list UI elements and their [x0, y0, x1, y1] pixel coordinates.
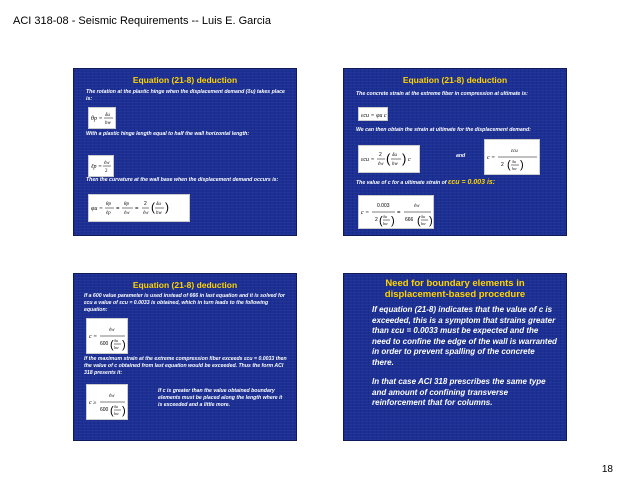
svg-text:c: c — [408, 157, 411, 163]
svg-text:): ) — [122, 339, 126, 351]
svg-text:600: 600 — [100, 407, 109, 413]
slide-equation-deduction-2 — [343, 68, 567, 236]
svg-text:2: 2 — [375, 217, 378, 223]
equation-image — [88, 107, 116, 129]
svg-text:ℓw: ℓw — [378, 162, 384, 167]
equation-image — [88, 155, 114, 177]
svg-text:δu: δu — [114, 404, 118, 409]
svg-text:ℓp =: ℓp = — [91, 164, 103, 170]
svg-text:δu: δu — [156, 202, 161, 207]
svg-text:δu: δu — [512, 159, 516, 164]
svg-text:): ) — [391, 215, 395, 227]
svg-text:ℓw: ℓw — [124, 211, 130, 216]
svg-text:ℓw: ℓw — [143, 211, 149, 216]
svg-text:2: 2 — [144, 201, 147, 207]
slide-text-2: We can then obtain the strain at ultimate for the displacement demand: — [356, 127, 531, 133]
slide-text-1: The concrete strain at the extreme fiber in compression at ultimate is: — [356, 91, 528, 97]
slide-text-1: If a 600 value parameter is used instead of 666 in last equation and it is solved for εcu a value of εcu = 0.0033 is obtained, which in turn leads to the following equation: — [84, 293, 285, 313]
svg-text:ℓw: ℓw — [109, 394, 115, 399]
svg-text:(: ( — [386, 151, 391, 166]
slide-text-1: If equation (21-8) indicates that the value of c is exceeded, this is a symptom that strains greater than εcu = 0.0033 must be expected and the need to confine the edge of the wall is warranted in order to prevent spalling of the concrete there. — [372, 305, 557, 367]
equation-image — [358, 145, 420, 173]
svg-text:c ≥: c ≥ — [89, 400, 97, 406]
page-number: 18 — [601, 464, 613, 475]
slide-title: Need for boundary elements in displacement-based procedure — [384, 278, 526, 300]
slide-boundary-elements — [343, 273, 567, 441]
svg-text:(: ( — [507, 159, 511, 171]
svg-text:c =: c = — [361, 210, 370, 216]
svg-text:θp: θp — [124, 202, 129, 207]
svg-text:600: 600 — [100, 341, 109, 347]
svg-text:δu: δu — [421, 214, 425, 219]
svg-text:=: = — [135, 206, 139, 212]
slide-title: Equation (21-8) deduction — [132, 75, 238, 85]
svg-text:): ) — [520, 159, 524, 171]
svg-text:(: ( — [110, 339, 114, 351]
svg-text:c =: c = — [89, 334, 98, 340]
svg-text:c =: c = — [487, 155, 496, 161]
equation-image — [86, 384, 128, 420]
svg-text:εcu: εcu — [511, 149, 518, 154]
svg-text:θp: θp — [106, 202, 111, 207]
svg-text:ℓw: ℓw — [414, 204, 420, 209]
svg-text:hw: hw — [512, 166, 517, 171]
slide-equation-deduction-1 — [73, 68, 297, 236]
svg-text:ℓw: ℓw — [109, 328, 115, 333]
svg-text:θp =: θp = — [91, 116, 103, 122]
svg-text:2: 2 — [501, 162, 504, 168]
svg-text:hw: hw — [421, 221, 426, 226]
svg-text:2: 2 — [105, 169, 108, 174]
svg-text:(: ( — [417, 215, 421, 227]
svg-text:hw: hw — [105, 121, 111, 126]
equation-image — [484, 139, 540, 175]
slide-title: Equation (21-8) deduction — [132, 280, 238, 290]
svg-text:=: = — [397, 210, 401, 216]
svg-text:0.003: 0.003 — [377, 203, 390, 209]
svg-text:ℓp: ℓp — [106, 211, 111, 216]
svg-text:εcu = φu c: εcu = φu c — [361, 113, 387, 119]
equation-image — [358, 107, 388, 121]
svg-text:hw: hw — [156, 211, 162, 216]
slide-text-2: If the maximum strain at the extreme compression fiber exceeds εcu = 0.0033 then the value of c obtained from last equation would be exceeded. Thus the form ACI 318 presents it: — [84, 356, 287, 376]
svg-text:): ) — [122, 405, 126, 417]
svg-text:): ) — [402, 151, 407, 166]
svg-text:(: ( — [110, 405, 114, 417]
svg-text:hw: hw — [392, 162, 398, 167]
svg-text:hw: hw — [383, 221, 388, 226]
slide-text-2: In that case ACI 318 prescribes the same type and amount of confining transverse reinforcement that for columns. — [372, 377, 546, 407]
slide-equation-deduction-3 — [73, 273, 297, 441]
slide-text-1: The rotation at the plastic hinge when the displacement demand (δu) takes place is: — [86, 89, 285, 102]
slide-text-3: If c is greater than the value obtained boundary elements must be placed along the length where it is exceeded and a little more. — [158, 388, 283, 408]
equation-image — [358, 195, 434, 229]
equation-image — [88, 194, 190, 222]
svg-text:δu: δu — [114, 338, 118, 343]
slide-text-3b: c for a ultimate strain of — [387, 180, 447, 186]
svg-text:): ) — [429, 215, 433, 227]
svg-text:hw: hw — [114, 345, 119, 350]
slide-text-3: Then the curvature at the wall base when the displacement demand occurs is: — [86, 177, 279, 183]
svg-text:δu: δu — [392, 153, 397, 158]
document-header: ACI 318-08 - Seismic Requirements -- Luis E. Garcia — [13, 15, 271, 27]
svg-text:δu: δu — [383, 214, 387, 219]
svg-text:=: = — [116, 206, 120, 212]
svg-text:): ) — [165, 200, 169, 214]
equation-image — [86, 318, 128, 354]
svg-text:δu: δu — [105, 113, 110, 118]
svg-text:φu =: φu = — [91, 206, 103, 212]
svg-text:(: ( — [379, 215, 383, 227]
and-label: and — [456, 153, 466, 159]
svg-text:εcu =: εcu = — [361, 157, 375, 163]
svg-text:2: 2 — [379, 152, 382, 158]
slide-title: Equation (21-8) deduction — [402, 75, 508, 85]
svg-text:ℓw: ℓw — [104, 161, 110, 166]
strain-value: εcu = 0.003 is: — [448, 179, 496, 186]
slide-text-3 — [356, 179, 566, 187]
svg-text:hw: hw — [114, 411, 119, 416]
svg-text:666: 666 — [405, 217, 414, 223]
slide-text-3a: The value of — [356, 180, 387, 186]
slide-text-2: With a plastic hinge length equal to half the wall horizontal length: — [86, 131, 250, 137]
svg-text:(: ( — [151, 200, 155, 214]
